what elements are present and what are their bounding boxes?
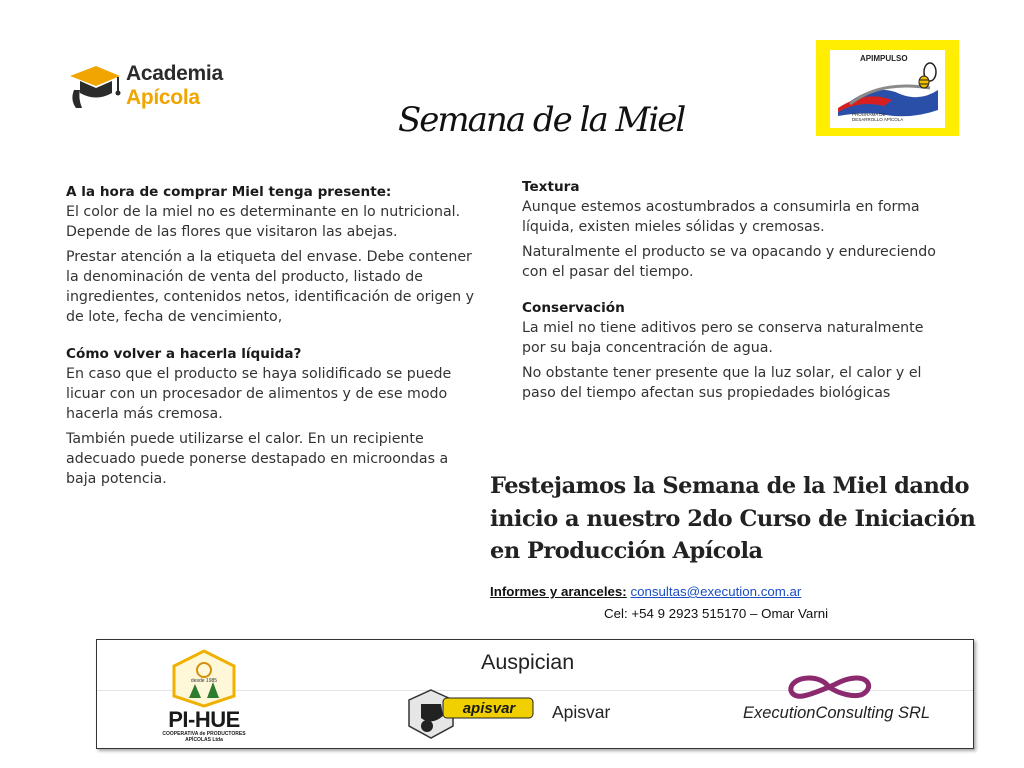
- sponsors-box: [96, 639, 974, 749]
- section-heading: A la hora de comprar Miel tenga presente:: [66, 184, 392, 200]
- sponsors-heading: Auspician: [481, 650, 575, 674]
- academia-logo-line1: Academia: [126, 62, 223, 85]
- page-title: Semana de la Miel: [398, 100, 685, 140]
- paragraph: No obstante tener presente que la luz solar, el calor y el paso del tiempo afectan sus propiedades biológicas: [522, 364, 922, 402]
- right-column: [522, 177, 942, 407]
- paragraph: Prestar atención a la etiqueta del envase. Debe contener la denominación de venta del producto, listado de ingredientes, contenidos netos, identificación de origen y de lote, fecha de vencimiento,: [66, 248, 475, 326]
- pihue-subtitle: COOPERATIVA de PRODUCTORES APÍCOLAS Ltda: [162, 731, 246, 743]
- infinity-icon: [783, 674, 875, 700]
- execution-consulting-name: ExecutionConsulting SRL: [743, 704, 931, 722]
- conservation-section: [522, 298, 942, 403]
- buying-tips-section: [66, 182, 476, 328]
- section-heading: Textura: [522, 179, 580, 195]
- contact-label: Informes y aranceles:: [490, 584, 627, 599]
- paragraph: Aunque estemos acostumbrados a consumirla en forma líquida, existen mieles sólidas y cremosas.: [522, 199, 920, 236]
- apimpulso-subtitle: PROGRAMA DE DESARROLLO APÍCOLA: [852, 112, 904, 122]
- apisvar-emblem-icon: [403, 686, 543, 744]
- course-announcement: Festejamos la Semana de la Miel dando inicio a nuestro 2do Curso de Iniciación en Producción Apícola: [490, 473, 976, 564]
- paragraph: El color de la miel no es determinante en lo nutricional. Depende de las flores que visitaron las abejas.: [66, 204, 461, 241]
- apisvar-name: Apisvar: [552, 702, 611, 722]
- pihue-name: PI-HUE: [168, 707, 240, 732]
- paragraph: También puede utilizarse el calor. En un recipiente adecuado puede ponerse destapado en microondas a baja potencia.: [66, 430, 449, 488]
- texture-section: [522, 177, 942, 282]
- paragraph: La miel no tiene aditivos pero se conserva naturalmente por su baja concentración de agua.: [522, 320, 924, 357]
- section-heading: Cómo volver a hacerla líquida?: [66, 345, 302, 362]
- email-link[interactable]: consultas@execution.com.ar: [630, 584, 802, 599]
- graduation-cap-icon: [66, 60, 122, 116]
- apisvar-logo-text: apisvar: [462, 700, 516, 717]
- paragraph: Naturalmente el producto se va opacando y endureciendo con el pasar del tiempo.: [522, 243, 936, 280]
- left-column: [66, 182, 476, 494]
- hexagon-bee-icon: [159, 648, 249, 708]
- pi-hue-logo: [159, 648, 249, 746]
- contact-info: [490, 584, 910, 621]
- paragraph: En caso que el producto se haya solidificado se puede licuar con un procesador de alimentos y de ese modo hacerla más cremosa.: [66, 365, 452, 423]
- liquefy-section: [66, 344, 476, 490]
- phone-contact: Cel: +54 9 2923 515170 – Omar Varni: [604, 606, 829, 621]
- apisvar-logo: [403, 686, 543, 744]
- pihue-since: desde 1985: [190, 678, 218, 684]
- apimpulso-title: APIMPULSO: [860, 54, 908, 63]
- academia-logo-line2: Apícola: [126, 86, 200, 109]
- apimpulso-logo: [816, 40, 959, 136]
- section-heading: Conservación: [522, 300, 625, 317]
- academia-apicola-logo: [66, 60, 236, 116]
